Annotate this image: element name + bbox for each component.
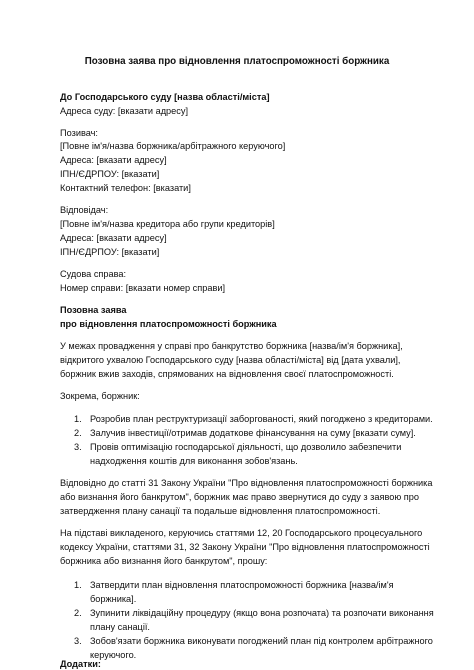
action-item: Провів оптимізацію господарської діяльності, що дозволило забезпечити — [90, 442, 402, 452]
court-address: Адреса суду: [вказати адресу] — [60, 106, 189, 116]
namely-text: Зокрема, боржник: — [60, 391, 140, 401]
action-number: 3. — [74, 442, 82, 452]
request-number: 2. — [74, 608, 82, 618]
claim-heading-line1: Позовна заява — [60, 305, 127, 315]
action-item: Залучив інвестиції/отримав додаткове фінансування на суму [вказати суму]. — [90, 428, 416, 438]
plaintiff-address: Адреса: [вказати адресу] — [60, 155, 167, 165]
action-item: Розробив план реструктуризації заборгованості, який погоджено з кредиторами. — [90, 414, 433, 424]
defendant-name: [Повне ім'я/назва кредитора або групи кредиторів] — [60, 219, 275, 229]
defendant-tax-id: ІПН/ЄДРПОУ: [вказати] — [60, 247, 160, 257]
request-item-cont: плану санації. — [90, 622, 150, 632]
request-item: Зупинити ліквідаційну процедуру (якщо вона розпочата) та розпочати виконання — [90, 608, 434, 618]
request-number: 3. — [74, 636, 82, 646]
plaintiff-label: Позивач: — [60, 128, 98, 138]
attachments-label: Додатки: — [60, 659, 101, 669]
legal-basis-line: Відповідно до статті 31 Закону України "Про відновлення платоспроможності боржника — [60, 478, 433, 488]
case-number: Номер справи: [вказати номер справи] — [60, 283, 226, 293]
request-item-cont: боржника]. — [90, 594, 137, 604]
plaintiff-name: [Повне ім'я/назва боржника/арбітражного керуючого] — [60, 141, 286, 151]
claim-heading-line2: про відновлення платоспроможності боржника — [60, 319, 277, 329]
request-number: 1. — [74, 580, 82, 590]
defendant-label: Відповідач: — [60, 205, 109, 215]
action-item-cont: надходження коштів для виконання зобов'язань. — [90, 456, 298, 466]
action-number: 1. — [74, 414, 82, 424]
plaintiff-tax-id: ІПН/ЄДРПОУ: [вказати] — [60, 169, 160, 179]
case-label: Судова справа: — [60, 269, 127, 279]
intro-line: відкритого ухвалою Господарського суду [назва області/міста] від [дата ухвали], — [60, 355, 401, 365]
request-item: Зобов'язати боржника виконувати погоджений план під контролем арбітражного — [90, 636, 433, 646]
defendant-address: Адреса: [вказати адресу] — [60, 233, 167, 243]
request-intro-line: кодексу України, статтями 31, 32 Закону України "Про відновлення платоспроможності — [60, 542, 430, 552]
request-item-cont: керуючого. — [90, 650, 137, 660]
request-intro-line: боржника або визнання його банкрутом", прошу: — [60, 556, 268, 566]
intro-line: У межах провадження у справі про банкрутство боржника [назва/ім'я боржника], — [60, 341, 403, 351]
legal-basis-line: або визнання його банкрутом", боржник має право звернутися до суду з заявою про — [60, 492, 419, 502]
request-item: Затвердити план відновлення платоспроможності боржника [назва/ім'я — [90, 580, 394, 590]
request-intro-line: На підставі викладеного, керуючись статтями 12, 20 Господарського процесуального — [60, 528, 423, 538]
document-title: Позовна заява про відновлення платоспроможності боржника — [84, 56, 390, 67]
plaintiff-phone: Контактний телефон: [вказати] — [60, 183, 191, 193]
intro-line: боржник вжив заходів, спрямованих на відновлення своєї платоспроможності. — [60, 369, 394, 379]
legal-basis-line: затвердження плану санації та подальше відновлення платоспроможності. — [60, 506, 381, 516]
court-heading: До Господарського суду [назва області/міста] — [60, 92, 270, 102]
action-number: 2. — [74, 428, 82, 438]
